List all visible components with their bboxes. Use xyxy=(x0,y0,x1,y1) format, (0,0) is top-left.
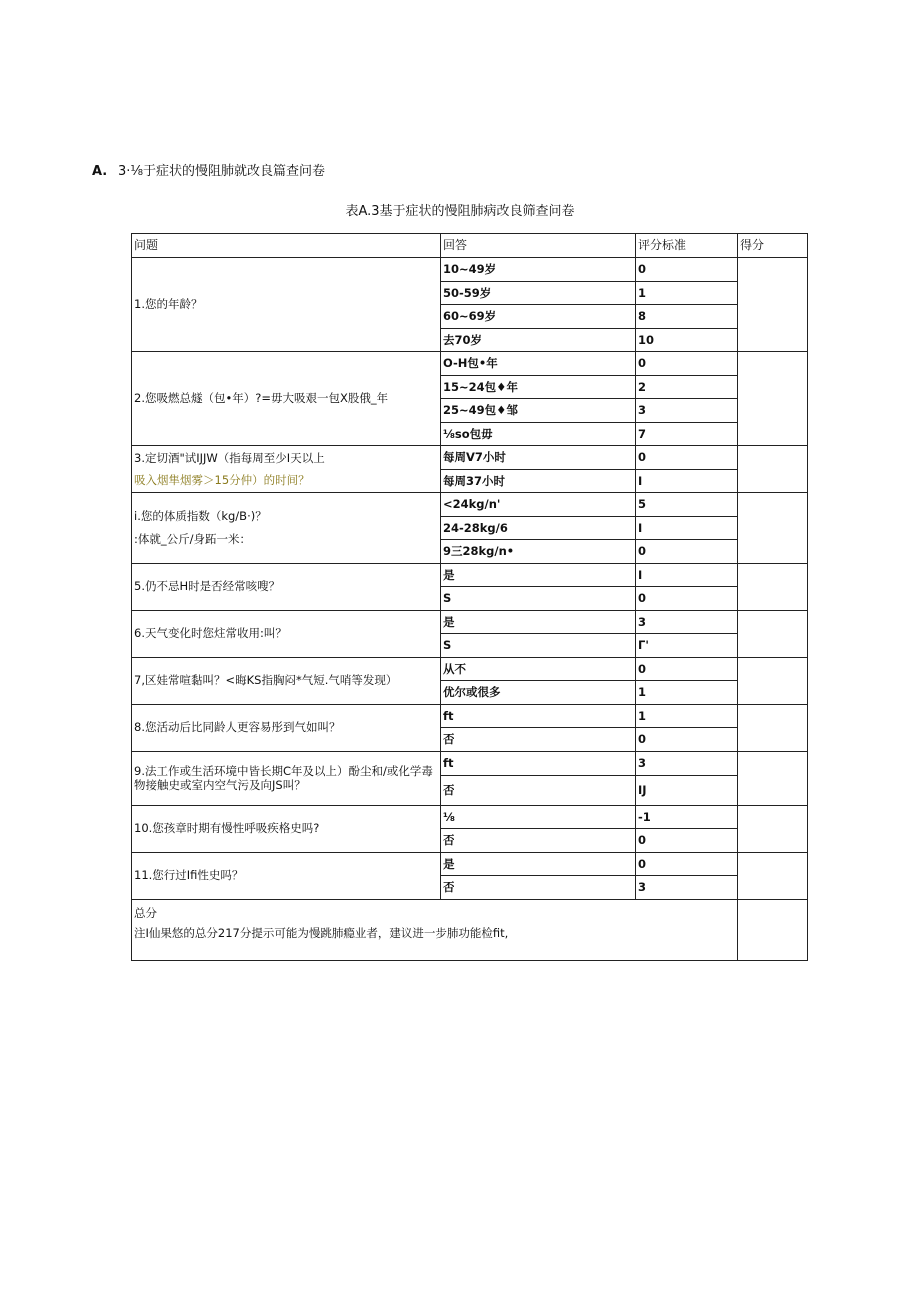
question-cell xyxy=(132,657,441,704)
questionnaire-body xyxy=(132,234,808,961)
question-cell xyxy=(132,704,441,751)
score-input-cell[interactable] xyxy=(738,563,808,610)
question-text: 3.定切酒"试IJJW（指每周至少I天以上 xyxy=(134,450,325,465)
answer-option: 15~24包♦年 xyxy=(441,375,636,399)
score-input-cell[interactable] xyxy=(738,610,808,657)
answer-option: S xyxy=(441,634,636,658)
question-cell xyxy=(132,493,441,564)
total-note: 注I仙果悠的总分217分提示可能为慢跳肺瘾业者，建议进一步肺功能检fit, xyxy=(134,925,509,940)
answer-option: 否 xyxy=(441,829,636,853)
question-cell xyxy=(132,563,441,610)
answer-row xyxy=(132,852,808,876)
answer-option: 否 xyxy=(441,876,636,900)
answer-option: 每周V7小时 xyxy=(441,446,636,470)
header-answer: 回答 xyxy=(441,234,636,258)
answer-row xyxy=(132,493,808,517)
score-value: 0 xyxy=(636,852,738,876)
score-value: I xyxy=(636,516,738,540)
question-cell xyxy=(132,852,441,899)
answer-option: 每周37小时 xyxy=(441,469,636,493)
score-value: 8 xyxy=(636,305,738,329)
answer-row xyxy=(132,610,808,634)
section-title: 3·⅛于症状的慢阻肺就改良篇查问卷 xyxy=(118,164,326,179)
answer-row xyxy=(132,751,808,775)
answer-option: 否 xyxy=(441,728,636,752)
answer-option: 优尔或很多 xyxy=(441,681,636,705)
answer-option: 去70岁 xyxy=(441,328,636,352)
score-input-cell[interactable] xyxy=(738,751,808,805)
score-input-cell[interactable] xyxy=(738,446,808,493)
score-value: 0 xyxy=(636,446,738,470)
answer-row xyxy=(132,352,808,376)
score-value: IJ xyxy=(636,775,738,805)
answer-option: ⅛so包毋 xyxy=(441,422,636,446)
answer-option: 否 xyxy=(441,775,636,805)
section-heading xyxy=(92,160,325,179)
question-cell xyxy=(132,446,441,493)
answer-row xyxy=(132,805,808,829)
score-value: 0 xyxy=(636,540,738,564)
score-input-cell[interactable] xyxy=(738,704,808,751)
question-text: 吸入烟隼烟雾＞15分仲）的时间？ xyxy=(134,473,310,487)
score-value: 3 xyxy=(636,399,738,423)
total-cell xyxy=(132,899,738,960)
score-value: -1 xyxy=(636,805,738,829)
total-label: 总分 xyxy=(134,905,157,920)
score-value: 0 xyxy=(636,587,738,611)
score-value: 10 xyxy=(636,328,738,352)
score-value: 0 xyxy=(636,258,738,282)
answer-option: ft xyxy=(441,704,636,728)
answer-option: 24-28kg/6 xyxy=(441,516,636,540)
table-caption: 表A.3基于症状的慢阻肺病改良筛查问卷 xyxy=(345,204,575,219)
answer-option: 从不 xyxy=(441,657,636,681)
answer-option: 60~69岁 xyxy=(441,305,636,329)
question-text: 1.您的年龄？ xyxy=(134,297,203,312)
question-text: 11.您行过Ifi性史吗？ xyxy=(134,868,244,883)
score-value: 3 xyxy=(636,751,738,775)
answer-option: S xyxy=(441,587,636,611)
answer-option: ft xyxy=(441,751,636,775)
score-input-cell[interactable] xyxy=(738,352,808,446)
answer-option: 是 xyxy=(441,610,636,634)
score-value: 0 xyxy=(636,728,738,752)
answer-option: 50-59岁 xyxy=(441,281,636,305)
questionnaire-table xyxy=(131,233,808,961)
score-value: Γ' xyxy=(636,634,738,658)
header-question: 问题 xyxy=(132,234,441,258)
question-text: 6.天气变化时您炷常收用:叫？ xyxy=(134,626,287,641)
answer-row xyxy=(132,446,808,470)
score-input-cell[interactable] xyxy=(738,258,808,352)
score-input-cell[interactable] xyxy=(738,805,808,852)
question-text: 5.仍不忌H时是否经常咳嗖？ xyxy=(134,579,281,594)
question-text: i.您的体质指数（kg/B·)？ xyxy=(134,509,267,524)
answer-option: 10~49岁 xyxy=(441,258,636,282)
answer-option: O-H包•年 xyxy=(441,352,636,376)
question-cell xyxy=(132,610,441,657)
answer-option: 是 xyxy=(441,563,636,587)
score-value: 1 xyxy=(636,281,738,305)
question-text: :体就_公斤/身跖一米： xyxy=(134,531,251,546)
question-cell xyxy=(132,258,441,352)
question-text: 7,区娃常喧黏叫？<晦KS指胸闷*气短.气哨等发现） xyxy=(134,673,398,688)
question-text: 8.您活动后比同龄人更容易彤到气如叫？ xyxy=(134,720,341,735)
header-score-standard: 评分标准 xyxy=(636,234,738,258)
score-value: 1 xyxy=(636,681,738,705)
answer-option: 是 xyxy=(441,852,636,876)
score-input-cell[interactable] xyxy=(738,657,808,704)
score-value: 2 xyxy=(636,375,738,399)
answer-row xyxy=(132,704,808,728)
score-input-cell[interactable] xyxy=(738,493,808,564)
total-score-cell[interactable] xyxy=(738,899,808,960)
score-value: 7 xyxy=(636,422,738,446)
question-text: 10.您孩章时期有慢性呼吸疾格史吗? xyxy=(134,821,320,836)
score-value: 0 xyxy=(636,829,738,853)
score-value: 3 xyxy=(636,876,738,900)
score-value: 0 xyxy=(636,352,738,376)
score-value: I xyxy=(636,563,738,587)
score-value: I xyxy=(636,469,738,493)
question-text: 2.您吸燃总燧（包•年）?=毋大吸艰一包X股俄_年 xyxy=(134,391,389,406)
score-value: 1 xyxy=(636,704,738,728)
score-value: 0 xyxy=(636,657,738,681)
score-input-cell[interactable] xyxy=(738,852,808,899)
question-cell xyxy=(132,751,441,805)
answer-option: ⅛ xyxy=(441,805,636,829)
answer-option: <24kg/n' xyxy=(441,493,636,517)
answer-option: 9三28kg/n• xyxy=(441,540,636,564)
score-value: 5 xyxy=(636,493,738,517)
header-score: 得分 xyxy=(738,234,808,258)
answer-row xyxy=(132,258,808,282)
score-value: 3 xyxy=(636,610,738,634)
question-cell xyxy=(132,352,441,446)
answer-row xyxy=(132,657,808,681)
answer-row xyxy=(132,563,808,587)
question-cell xyxy=(132,805,441,852)
question-text: 9.法工作或生活环境中皆长期C年及以上）酚尘和/或化学毒物接触史或室内空气污及向JS叫？ xyxy=(134,763,433,792)
header-row xyxy=(132,234,808,258)
total-row xyxy=(132,899,808,960)
answer-option: 25~49包♦邹 xyxy=(441,399,636,423)
section-number: A. xyxy=(92,164,108,179)
